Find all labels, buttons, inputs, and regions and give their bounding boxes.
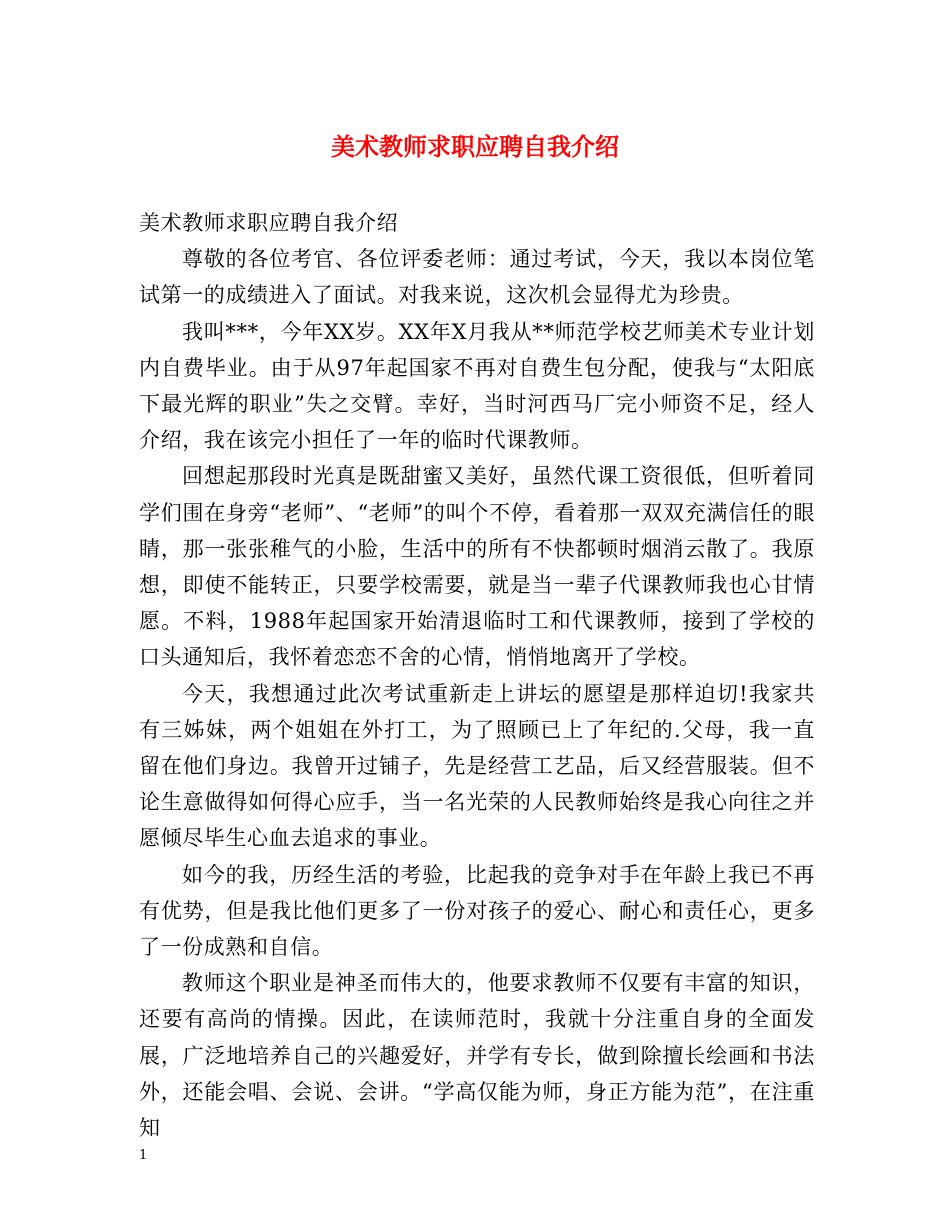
paragraph-strengths: 如今的我，历经生活的考验，比起我的竞争对手在年龄上我已不再有优势，但是我比他们更多了一份对孩子的爱心、耐心和责任心，更多了一份成熟和自信。 bbox=[139, 862, 815, 960]
paragraph-aspiration: 今天，我想通过此次考试重新走上讲坛的愿望是那样迫切!我家共有三姊妹，两个姐姐在外打工，为了照顾已上了年纪的.父母，我一直留在他们身边。我曾开过铺子，先是经营工艺品，后又经营服装。但不论生意做得如何得心应手，当一名光荣的人民教师始终是我心向往之并愿倾尽毕生心血去追求的事业。 bbox=[139, 681, 815, 851]
paragraph-background: 我叫***，今年XX岁。XX年X月我从**师范学校艺师美术专业计划内自费毕业。由于从97年起国家不再对自费生包分配，使我与“太阳底下最光辉的职业”失之交臂。幸好，当时河西马厂完小师资不足，经人介绍，我在该完小担任了一年的临时代课教师。 bbox=[139, 319, 815, 453]
paragraph-profession: 教师这个职业是神圣而伟大的，他要求教师不仅要有丰富的知识，还要有高尚的情操。因此，在读师范时，我就十分注重自身的全面发展，广泛地培养自己的兴趣爱好，并学有专长，做到除擅长绘画和书法外，还能会唱、会说、会讲。“学高仅能为师，身正方能为范”，在注重知 bbox=[139, 971, 815, 1141]
paragraph-memories: 回想起那段时光真是既甜蜜又美好，虽然代课工资很低，但听着同学们围在身旁“老师”、“老师”的叫个不停，看着那一双双充满信任的眼睛，那一张张稚气的小脸，生活中的所有不快都顿时烟消云散了。我原想，即使不能转正，只要学校需要，就是当一辈子代课教师我也心甘情愿。不料，1988年起国家开始清退临时工和代课教师，接到了学校的口头通知后，我怀着恋恋不舍的心情，悄悄地离开了学校。 bbox=[139, 464, 815, 670]
document-title: 美术教师求职应聘自我介绍 bbox=[331, 132, 619, 161]
paragraph-greeting: 尊敬的各位考官、各位评委老师：通过考试，今天，我以本岗位笔试第一的成绩进入了面试。对我来说，这次机会显得尤为珍贵。 bbox=[139, 247, 815, 308]
document-body bbox=[139, 205, 815, 1146]
subtitle: 美术教师求职应聘自我介绍 bbox=[139, 211, 399, 235]
page-number: 1 bbox=[139, 1148, 148, 1163]
